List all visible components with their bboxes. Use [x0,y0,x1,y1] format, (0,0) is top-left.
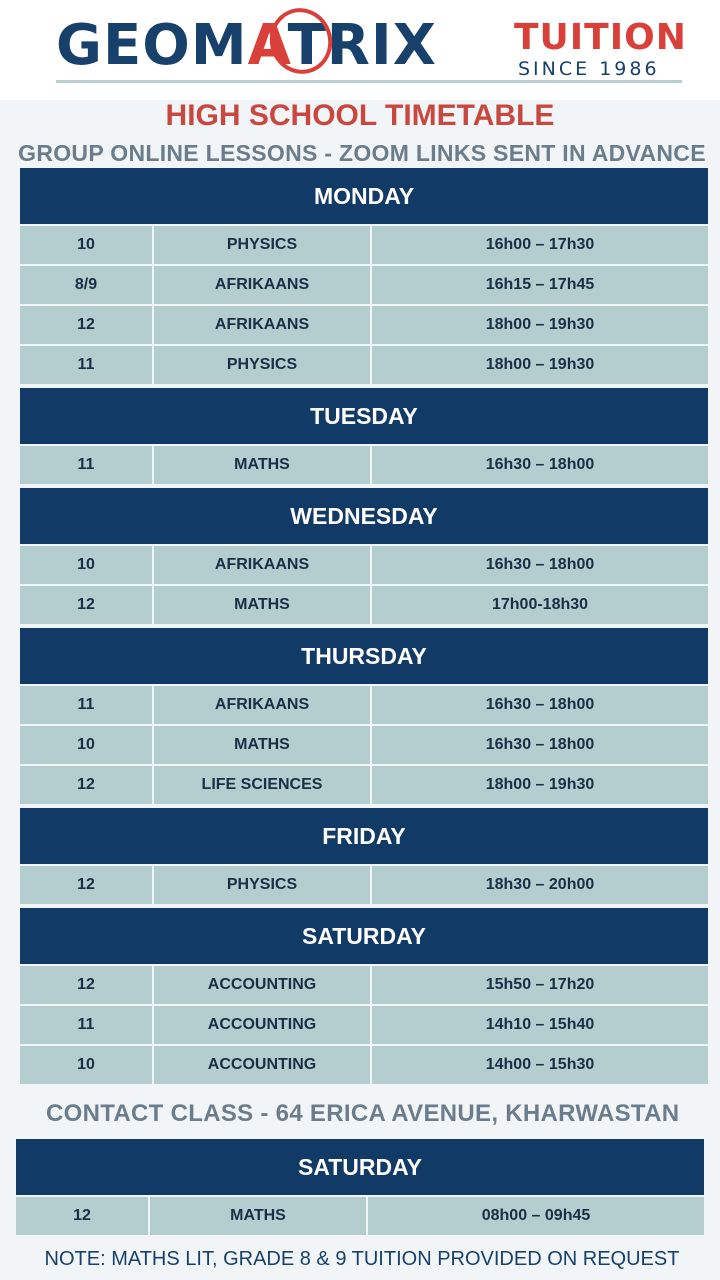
cell-time: 18h00 – 19h30 [372,306,708,344]
page-title: HIGH SCHOOL TIMETABLE [165,99,555,132]
cell-subject: AFRIKAANS [154,546,370,584]
day-header: SATURDAY [16,1139,704,1195]
cell-time: 16h30 – 18h00 [372,546,708,584]
logo-since: SINCE 1986 [518,58,660,80]
cell-subject: MATHS [150,1197,366,1235]
day-header: FRIDAY [20,808,708,864]
cell-time: 18h30 – 20h00 [372,866,708,904]
logo-tuition: TUITION [514,17,687,58]
cell-time: 16h15 – 17h45 [372,266,708,304]
day-header: TUESDAY [20,388,708,444]
table-row [16,1197,704,1235]
cell-subject: ACCOUNTING [154,966,370,1004]
table-row [20,1046,708,1084]
table-row [20,546,708,584]
logo-wordmark: GEOMATRIX [56,13,437,78]
cell-time: 15h50 – 17h20 [372,966,708,1004]
cell-time: 16h30 – 18h00 [372,686,708,724]
cell-grade: 11 [20,446,152,484]
cell-grade: 12 [20,766,152,804]
cell-subject: MATHS [154,726,370,764]
table-row [20,686,708,724]
cell-grade: 8/9 [20,266,152,304]
day-header: WEDNESDAY [20,488,708,544]
table-row [20,726,708,764]
logo-header [0,0,720,100]
cell-grade: 10 [20,226,152,264]
contact-class-title: CONTACT CLASS - 64 ERICA AVENUE, KHARWASTAN [46,1100,680,1127]
logo-letter-a: A [247,13,288,78]
cell-grade: 12 [16,1197,148,1235]
cell-time: 18h00 – 19h30 [372,766,708,804]
cell-time: 08h00 – 09h45 [368,1197,704,1235]
day-header: THURSDAY [20,628,708,684]
day-header: MONDAY [20,168,708,224]
table-row [20,866,708,904]
cell-grade: 11 [20,686,152,724]
logo-divider [56,80,682,83]
cell-subject: PHYSICS [154,866,370,904]
table-row [20,766,708,804]
cell-grade: 12 [20,866,152,904]
cell-subject: MATHS [154,586,370,624]
cell-subject: AFRIKAANS [154,266,370,304]
cell-subject: AFRIKAANS [154,306,370,344]
cell-grade: 12 [20,586,152,624]
cell-time: 16h30 – 18h00 [372,726,708,764]
cell-subject: AFRIKAANS [154,686,370,724]
cell-subject: ACCOUNTING [154,1046,370,1084]
cell-grade: 10 [20,726,152,764]
footer-note: NOTE: MATHS LIT, GRADE 8 & 9 TUITION PROVIDED ON REQUEST [44,1248,680,1270]
cell-time: 18h00 – 19h30 [372,346,708,384]
day-header: SATURDAY [20,908,708,964]
cell-grade: 11 [20,1006,152,1044]
table-row [20,266,708,304]
cell-time: 14h00 – 15h30 [372,1046,708,1084]
cell-grade: 12 [20,966,152,1004]
table-row [20,446,708,484]
cell-subject: PHYSICS [154,226,370,264]
cell-grade: 10 [20,546,152,584]
cell-subject: LIFE SCIENCES [154,766,370,804]
cell-grade: 10 [20,1046,152,1084]
table-row [20,306,708,344]
cell-grade: 11 [20,346,152,384]
table-row [20,1006,708,1044]
cell-time: 16h30 – 18h00 [372,446,708,484]
cell-subject: ACCOUNTING [154,1006,370,1044]
cell-time: 14h10 – 15h40 [372,1006,708,1044]
cell-time: 17h00-18h30 [372,586,708,624]
table-row [20,586,708,624]
table-row [20,346,708,384]
cell-subject: MATHS [154,446,370,484]
page-subtitle: GROUP ONLINE LESSONS - ZOOM LINKS SENT IN ADVANCE [18,140,706,166]
cell-grade: 12 [20,306,152,344]
cell-subject: PHYSICS [154,346,370,384]
cell-time: 16h00 – 17h30 [372,226,708,264]
table-row [20,966,708,1004]
table-row [20,226,708,264]
